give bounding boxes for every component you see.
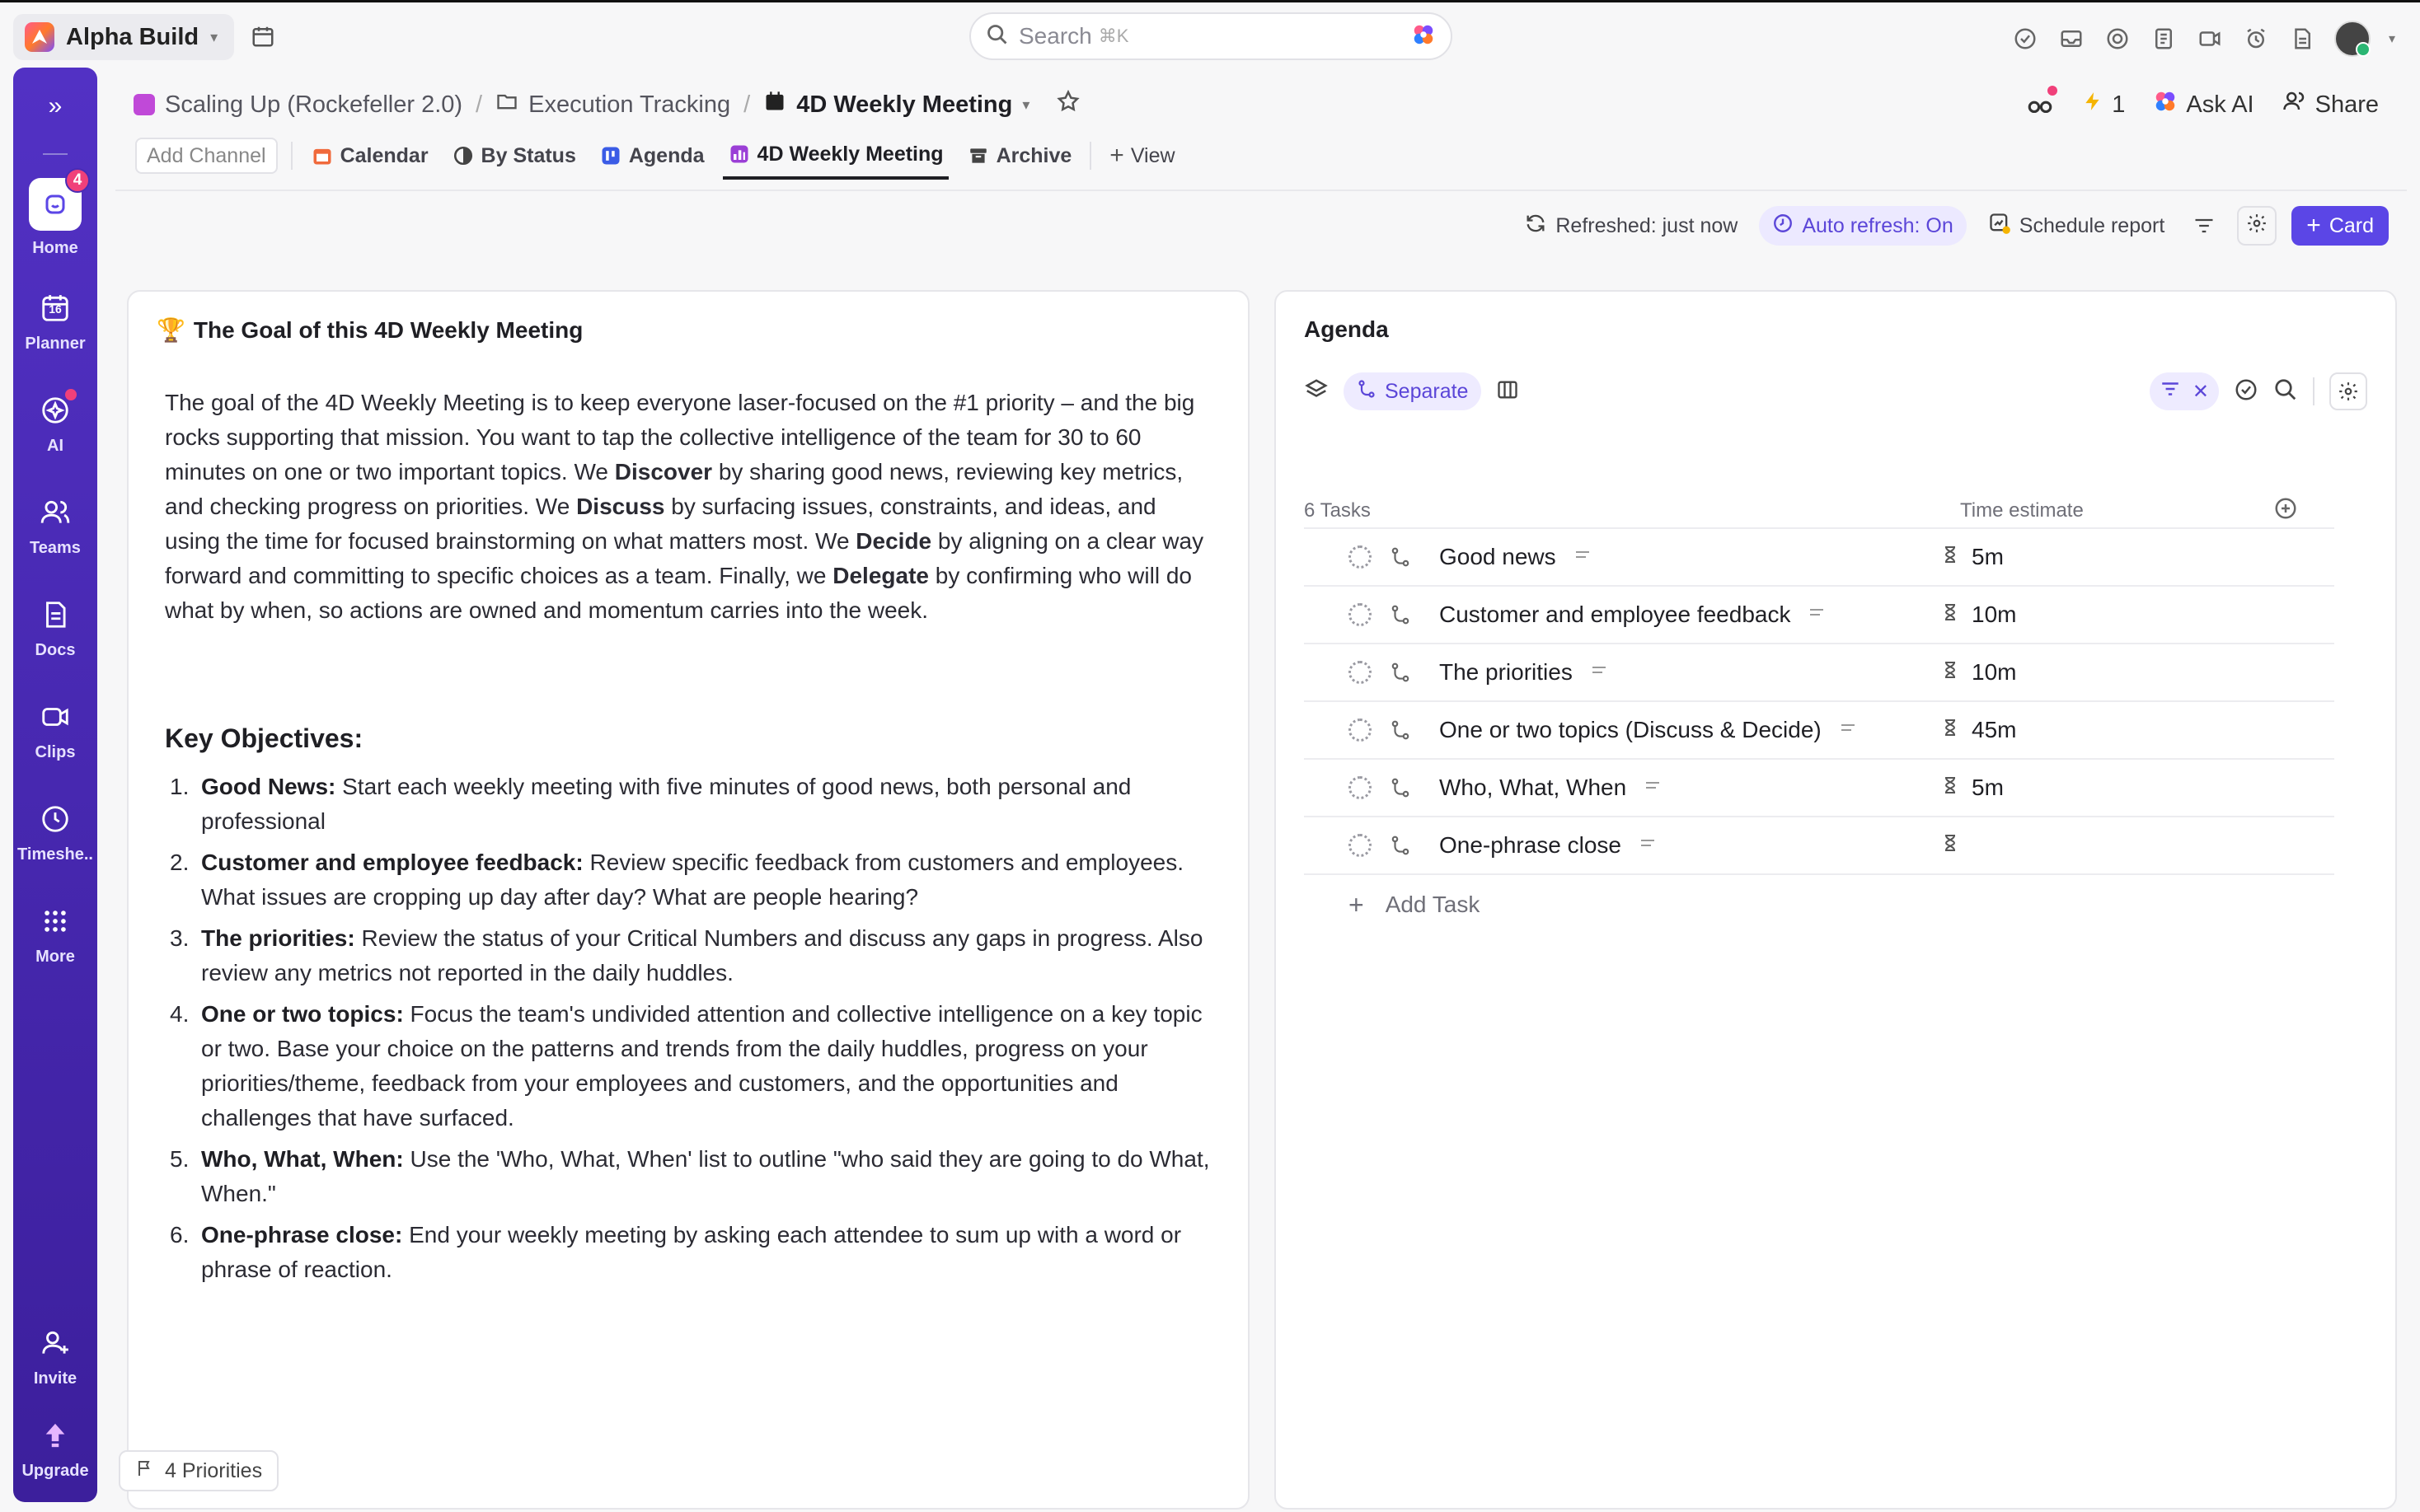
sidebar-item-label: Home	[32, 239, 78, 257]
status-circle-icon[interactable]	[1348, 719, 1372, 742]
refresh-icon	[1524, 212, 1547, 241]
goal-bold: Delegate	[832, 563, 929, 588]
plus-icon: +	[1348, 889, 1364, 920]
list-number: 6.	[170, 1222, 190, 1248]
list-number: 1.	[170, 774, 190, 799]
goal-bold: Decide	[856, 528, 932, 554]
list-item	[165, 770, 1212, 839]
flag-icon	[135, 1458, 155, 1485]
dashboard-settings-button[interactable]	[2237, 206, 2277, 246]
list-number: 5.	[170, 1146, 190, 1172]
layers-icon[interactable]	[1304, 377, 1329, 406]
subtask-icon	[1390, 546, 1414, 568]
add-view-button[interactable]	[1104, 132, 1180, 180]
list-item	[165, 921, 1212, 990]
share-label: Share	[2314, 91, 2379, 118]
sidebar-item-label: AI	[47, 437, 63, 455]
time-estimate-value: 10m	[1972, 602, 2017, 627]
objective-title: One-phrase close:	[201, 1222, 403, 1248]
hourglass-icon	[1940, 543, 1960, 572]
half-circle-icon	[452, 144, 475, 167]
tab-calendar[interactable]	[306, 132, 434, 180]
sidebar-invite[interactable]	[13, 1325, 97, 1388]
table-row[interactable]	[1304, 817, 2334, 875]
add-card-button[interactable]	[2291, 206, 2389, 246]
auto-refresh-label: Auto refresh: On	[1802, 213, 1953, 237]
breadcrumb	[134, 89, 1081, 120]
user-avatar[interactable]	[2334, 21, 2371, 57]
automations-button[interactable]	[2082, 89, 2125, 120]
task-name-cell	[1390, 544, 1925, 570]
time-estimate-value: 10m	[1972, 659, 2017, 685]
goal-bold: Discover	[614, 459, 713, 484]
teams-icon	[37, 494, 73, 531]
breadcrumb-space[interactable]: Scaling Up (Rockefeller 2.0)	[165, 91, 463, 118]
calendar-view-icon	[311, 144, 334, 167]
breadcrumb-separator: /	[743, 91, 751, 118]
sidebar-divider	[43, 153, 68, 155]
breadcrumb-list[interactable]: 4D Weekly Meeting	[796, 91, 1013, 118]
hourglass-icon	[1940, 774, 1960, 803]
sidebar-item-docs[interactable]	[13, 597, 97, 660]
column-time-estimate[interactable]: Time estimate	[1960, 499, 2084, 522]
objective-title: One or two topics:	[201, 1001, 404, 1027]
workspace-switcher[interactable]	[13, 14, 234, 60]
gear-icon[interactable]	[2329, 372, 2367, 410]
space-icon	[134, 94, 155, 115]
clock-icon	[1772, 213, 1794, 240]
description-icon	[1807, 602, 1827, 628]
sidebar-item-label: Timeshe..	[17, 845, 93, 864]
time-estimate-cell[interactable]	[1940, 831, 1972, 860]
agenda-toolbar-left	[1304, 372, 1519, 410]
tab-by-status[interactable]	[447, 132, 581, 180]
goal-card-title	[157, 316, 583, 344]
sidebar-item-label: Upgrade	[21, 1462, 89, 1480]
dashboard-view-icon	[728, 143, 751, 166]
sidebar-item-label: More	[35, 948, 75, 966]
agenda-toolbar	[1304, 372, 2367, 414]
table-row[interactable]	[1304, 644, 2334, 702]
task-name-cell	[1390, 775, 1925, 801]
calendar-icon[interactable]	[249, 22, 277, 50]
check-circle-icon[interactable]	[2011, 25, 2039, 53]
header-actions	[2026, 89, 2379, 120]
list-number: 2.	[170, 850, 190, 875]
subtask-icon	[1357, 379, 1376, 405]
sidebar-item-label: Teams	[30, 539, 81, 557]
breadcrumb-folder[interactable]: Execution Tracking	[528, 91, 731, 118]
schedule-report-label: Schedule report	[2019, 213, 2165, 237]
task-name-cell	[1390, 832, 1925, 859]
description-icon	[1573, 544, 1592, 570]
hourglass-icon	[1940, 831, 1960, 860]
objective-text: Focus the team's undivided attention and collective intelligence on a key topic or two. Base your choice on the patterns and trends from the daily huddles, progress on your priorities/theme, feedback from your employees and customers, and the opportunities and challenges that have surfaced.	[201, 1001, 1203, 1130]
list-number: 4.	[170, 1001, 190, 1027]
description-icon	[1638, 832, 1658, 859]
time-estimate-cell[interactable]	[1940, 774, 2004, 803]
refreshed-label: Refreshed: just now	[1555, 213, 1738, 237]
automations-count: 1	[2112, 91, 2126, 118]
subtasks-separate-toggle[interactable]	[1344, 372, 1481, 410]
tab-divider	[291, 142, 293, 170]
objectives-heading: Key Objectives:	[165, 723, 363, 753]
status-circle-icon[interactable]	[1348, 834, 1372, 857]
clips-video-icon	[37, 699, 73, 735]
description-icon	[1589, 659, 1609, 686]
workspace-logo-icon	[25, 22, 54, 52]
goal-text: by confirming who will do what by when, so actions are owned and momentum carries into the week.	[165, 563, 1192, 623]
table-header	[1304, 494, 2334, 529]
subtask-icon	[1390, 777, 1414, 798]
goal-card	[127, 290, 1250, 1510]
record-icon[interactable]	[2103, 25, 2132, 53]
add-task-button[interactable]	[1304, 875, 2334, 934]
watchers-dot	[2047, 86, 2057, 96]
goal-paragraph	[165, 386, 1212, 628]
hourglass-icon	[1940, 658, 1960, 687]
subtask-icon	[1390, 719, 1414, 741]
sidebar-item-home[interactable]	[13, 171, 97, 258]
ai-notification-dot	[65, 389, 77, 400]
goal-text: The goal of the 4D Weekly Meeting is to keep everyone laser-focused on the #1 priority – and the big rocks supporting that mission. You want to tap the collective intelligence of the team for 30 to 60 minutes on one or two important topics. We	[165, 390, 1195, 484]
priorities-button[interactable]	[119, 1450, 279, 1491]
chevron-down-icon[interactable]: ▾	[2388, 32, 2395, 46]
sidebar-item-ai[interactable]	[13, 392, 97, 456]
tab-4d-weekly-meeting[interactable]	[723, 132, 949, 180]
close-icon[interactable]: ✕	[2192, 380, 2209, 403]
table-row[interactable]	[1304, 587, 2334, 644]
inbox-icon[interactable]	[2057, 25, 2085, 53]
clock-icon	[37, 801, 73, 837]
planner-day: 16	[49, 302, 62, 316]
task-name-cell	[1390, 659, 1925, 686]
sidebar-item-planner[interactable]	[13, 290, 97, 353]
dashboard-toolbar	[1517, 206, 2389, 246]
upgrade-arrow-icon	[37, 1417, 73, 1453]
planner-calendar-icon	[37, 290, 73, 326]
task-name[interactable]: One-phrase close	[1439, 832, 1622, 858]
description-icon	[1838, 717, 1858, 743]
search-shortcut: ⌘K	[1098, 26, 1129, 46]
separate-label: Separate	[1385, 379, 1469, 403]
video-icon[interactable]	[2196, 25, 2224, 53]
list-number: 3.	[170, 925, 190, 951]
tab-divider	[1090, 142, 1091, 170]
tab-label: Calendar	[340, 143, 429, 167]
hourglass-icon	[1940, 716, 1960, 745]
objective-title: Who, What, When:	[201, 1146, 404, 1172]
search-icon[interactable]	[2273, 377, 2298, 406]
table-row[interactable]	[1304, 529, 2334, 587]
goal-text: by aligning on a clear way forward and committing to specific choices as a team. Finally, we	[165, 528, 1204, 588]
task-name[interactable]: One or two topics (Discuss & Decide)	[1439, 717, 1822, 742]
time-estimate-cell[interactable]	[1940, 543, 2004, 572]
sidebar-item-clips[interactable]	[13, 699, 97, 762]
objective-title: Customer and employee feedback:	[201, 850, 584, 875]
time-estimate-value: 45m	[1972, 717, 2017, 742]
ai-icon	[37, 392, 73, 428]
filter-icon[interactable]	[2186, 206, 2222, 246]
sidebar-item-label: Planner	[25, 335, 86, 353]
agenda-toolbar-right	[2150, 372, 2367, 410]
objective-text: Start each weekly meeting with five minutes of good news, both personal and professional	[201, 774, 1132, 834]
lightning-icon	[2082, 89, 2103, 120]
gear-icon	[2246, 213, 2268, 240]
add-column-icon[interactable]	[2273, 496, 2298, 527]
add-card-label: Card	[2329, 213, 2374, 237]
columns-icon[interactable]	[1496, 378, 1519, 405]
board-view-icon	[599, 144, 622, 167]
view-tabs	[135, 132, 1180, 180]
tab-archive[interactable]	[962, 132, 1077, 180]
time-estimate-value: 5m	[1972, 775, 2004, 800]
auto-refresh-toggle[interactable]	[1759, 206, 1966, 246]
time-estimate-cell[interactable]	[1940, 716, 2016, 745]
calendar-list-icon	[763, 90, 786, 119]
trophy-icon: 🏆	[157, 317, 185, 343]
goal-card-title-text: The Goal of this 4D Weekly Meeting	[193, 316, 584, 343]
goal-bold: Discuss	[576, 494, 665, 519]
time-estimate-cell[interactable]	[1940, 601, 2016, 630]
task-count: 6 Tasks	[1304, 499, 1371, 522]
ai-brain-icon[interactable]	[1411, 22, 1436, 51]
sidebar-item-label: Clips	[35, 743, 76, 761]
alarm-icon[interactable]	[2242, 25, 2270, 53]
main-area	[115, 68, 2407, 1502]
ask-ai-button[interactable]	[2153, 89, 2254, 120]
search-icon	[986, 23, 1009, 50]
subtask-icon	[1390, 662, 1414, 683]
grid-dots-icon	[37, 903, 73, 939]
docs-icon	[37, 597, 73, 633]
objective-text: Review the status of your Critical Numbers and discuss any gaps in progress. Also review any metrics not reported in the daily huddles.	[201, 925, 1203, 985]
search-bar[interactable]	[969, 12, 1452, 60]
tabs-divider-line	[115, 190, 2407, 191]
tab-label: By Status	[481, 143, 576, 167]
list-item	[165, 1142, 1212, 1211]
status-circle-icon[interactable]	[1348, 661, 1372, 684]
task-name[interactable]: Customer and employee feedback	[1439, 602, 1791, 627]
time-estimate-value: 5m	[1972, 544, 2004, 569]
search-placeholder: Search	[1019, 23, 1092, 49]
list-item	[165, 845, 1212, 915]
status-circle-icon[interactable]	[1348, 545, 1372, 569]
list-item	[165, 1218, 1212, 1287]
objectives-list	[165, 770, 1212, 1294]
agenda-task-table	[1304, 494, 2334, 934]
objective-title: Good News:	[201, 774, 336, 799]
top-bar	[0, 0, 2420, 68]
objective-title: The priorities:	[201, 925, 355, 951]
sidebar-item-label: Docs	[35, 641, 76, 659]
notepad-icon[interactable]	[2150, 25, 2178, 53]
sidebar-upgrade[interactable]	[13, 1417, 97, 1481]
add-user-icon	[37, 1325, 73, 1361]
watchers-icon[interactable]	[2026, 91, 2054, 119]
status-circle-icon[interactable]	[1348, 776, 1372, 799]
sidebar-item-more[interactable]	[13, 903, 97, 967]
table-row[interactable]	[1304, 702, 2334, 760]
breadcrumb-separator: /	[476, 91, 483, 118]
archive-icon	[967, 144, 990, 167]
plus-icon: +	[2306, 212, 2321, 239]
time-estimate-cell[interactable]	[1940, 658, 2016, 687]
table-row[interactable]	[1304, 760, 2334, 817]
tab-label: 4D Weekly Meeting	[757, 142, 944, 166]
sidebar-item-teams[interactable]	[13, 494, 97, 558]
chevron-down-icon: ▾	[210, 28, 218, 45]
top-icon-tray	[2011, 21, 2395, 57]
add-task-label: Add Task	[1385, 892, 1480, 917]
schedule-report-icon	[1988, 212, 2011, 241]
sidebar-item-label: Invite	[33, 1369, 77, 1388]
add-view-label: View	[1130, 143, 1175, 167]
tab-label: Agenda	[628, 143, 705, 167]
subtask-icon	[1390, 604, 1414, 625]
share-button[interactable]	[2282, 89, 2379, 120]
ai-brain-icon	[2153, 89, 2178, 120]
active-filter-pill[interactable]	[2150, 372, 2219, 410]
task-name[interactable]: Good news	[1439, 544, 1556, 569]
workspace-name: Alpha Build	[66, 23, 199, 50]
share-users-icon	[2282, 89, 2307, 120]
check-circle-icon[interactable]	[2234, 377, 2258, 406]
hourglass-icon	[1940, 601, 1960, 630]
goal-text: by surfacing issues, constraints, and ideas, and using the time for focused brainstorming on what matters most. We	[165, 494, 1156, 554]
agenda-card-title: Agenda	[1304, 316, 1389, 342]
star-icon[interactable]	[1056, 89, 1081, 120]
home-badge: 4	[65, 168, 90, 193]
filter-icon	[2160, 378, 2181, 405]
priorities-label: 4 Priorities	[165, 1458, 263, 1482]
goal-text: by sharing good news, reviewing key metrics, and checking progress on priorities. We	[165, 459, 1184, 519]
tab-label: Archive	[996, 143, 1072, 167]
chevron-down-icon[interactable]: ▾	[1022, 96, 1030, 113]
objective-text: Use the 'Who, What, When' list to outline "who said they are going to do What, When."	[201, 1146, 1210, 1206]
task-name[interactable]: The priorities	[1439, 659, 1573, 685]
sidebar-item-timesheets[interactable]	[13, 801, 97, 864]
plus-icon: +	[1109, 142, 1124, 169]
agenda-card	[1274, 290, 2397, 1510]
folder-icon	[495, 90, 518, 119]
description-icon	[1643, 775, 1663, 801]
task-name-cell	[1390, 602, 1925, 628]
task-name-cell	[1390, 717, 1925, 743]
ask-ai-label: Ask AI	[2186, 91, 2254, 118]
subtask-icon	[1390, 835, 1414, 856]
objective-text: Review specific feedback from customers and employees. What issues are cropping up day after day? What are people hearing?	[201, 850, 1184, 910]
refresh-button[interactable]	[1517, 206, 1744, 246]
objective-text: End your weekly meeting by asking each attendee to sum up with a word or phrase of reaction.	[201, 1222, 1182, 1282]
tab-agenda[interactable]	[594, 132, 710, 180]
list-item	[165, 997, 1212, 1135]
schedule-report-button[interactable]	[1981, 206, 2172, 246]
toolbar-divider	[2313, 377, 2314, 405]
left-sidebar	[13, 68, 97, 1502]
status-circle-icon[interactable]	[1348, 603, 1372, 626]
home-icon	[29, 171, 82, 231]
add-channel-button[interactable]: Add Channel	[135, 138, 278, 174]
document-icon[interactable]	[2288, 25, 2316, 53]
expand-sidebar-icon[interactable]: »	[48, 92, 63, 119]
task-name[interactable]: Who, What, When	[1439, 775, 1627, 800]
